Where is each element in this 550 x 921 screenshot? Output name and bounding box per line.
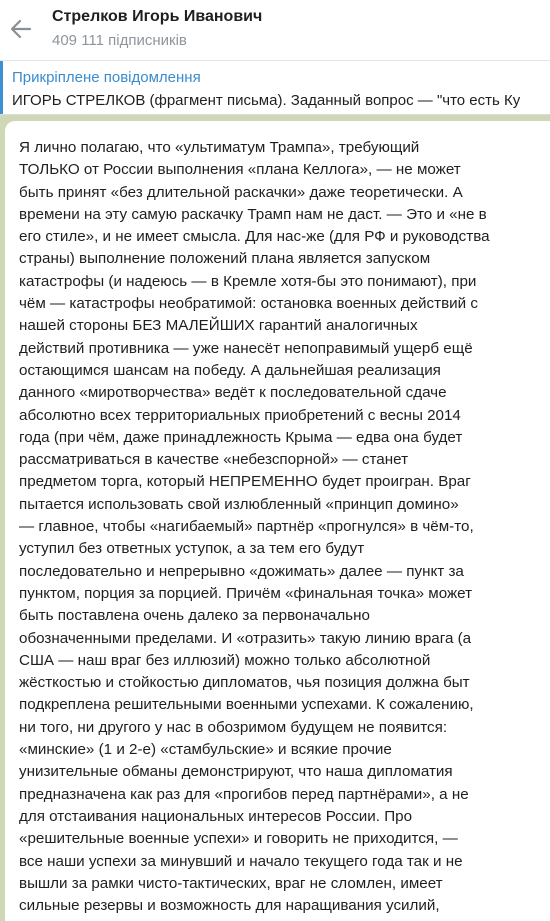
channel-name[interactable]: Стрелков Игорь Иванович [52,8,263,25]
pinned-label: Прикріплене повідомлення [12,69,201,86]
subscriber-count: 409 111 підписників [52,32,187,49]
message-bubble [5,121,550,921]
message-text: Я лично полагаю, что «ультиматум Трампа», требующий ТОЛЬКО от России выполнения «плана Келлога», — не может быть принят «без длительной раскачки» даже теоретически. А времени на эту самую раскачку Трамп нам не даст. — Это и «не в его стиле», и не имеет смысла. Для нас-же (для РФ и руководства страны) выполнение положений плана является запуском катастрофы (и надеюсь — в Кремле хотя-бы это понимают), при чём — катастрофы необратимой: остановка военных действий с нашей стороны БЕЗ МАЛЕЙШИХ гарантий аналогичных действий противника — уже нанесёт непоправимый ущерб ещё остающимся шансам на победу. А дальнейшая реализация данного «миротворчества» ведёт к последовательной сдаче абсолютно всех территориальных приобретений с весны 2014 года (при чём, даже принадлежность Крыма — едва она будет рассматриваться в качестве «небезспорной» — станет предметом торга, который НЕПРЕМЕННО будет проигран. Враг пытается использовать свой излюбленный «принцип домино» — главное, чтобы «нагибаемый» партнёр «прогнулся» в чём-то, уступил без ответных уступок, а за тем его будут последовательно и непрерывно «дожимать» далее — пункт за пунктом, порция за порцией. Причём «финальная точка» может быть поставлена очень далеко за первоначально обозначенными пределами. И «отразить» такую линию врага (а США — наш враг без иллюзий) можно только абсолютной жёсткостью и стойкостью дипломатов, чья позиция должна быт подкреплена решительными военными успехами. К сожалению, ни того, ни другого у нас в обозримом будущем не появится: «минские» (1 и 2-е) «стамбульские» и всякие прочие унизительные обманы демонстрируют, что наша дипломатия предназначена как раз для «прогибов перед партнёрами», а не для отстаивания национальных интересов России. Про «решительные военные успехи» и говорить не приходится, — все наши успехи за минувший и начало текущего года так и не вышли за рамки чисто-тактических, враг не сломлен, имеет сильные резервы и возможность для наращивания усилий, [19,139,490,915]
pinned-preview-text: ИГОРЬ СТРЕЛКОВ (фрагмент письма). Заданный вопрос — "что есть Ку [12,92,521,109]
arrow-left-icon [10,18,32,40]
chat-header [0,0,550,61]
back-button[interactable] [4,12,38,46]
pinned-accent-bar [0,61,3,114]
pinned-message[interactable] [0,61,550,115]
